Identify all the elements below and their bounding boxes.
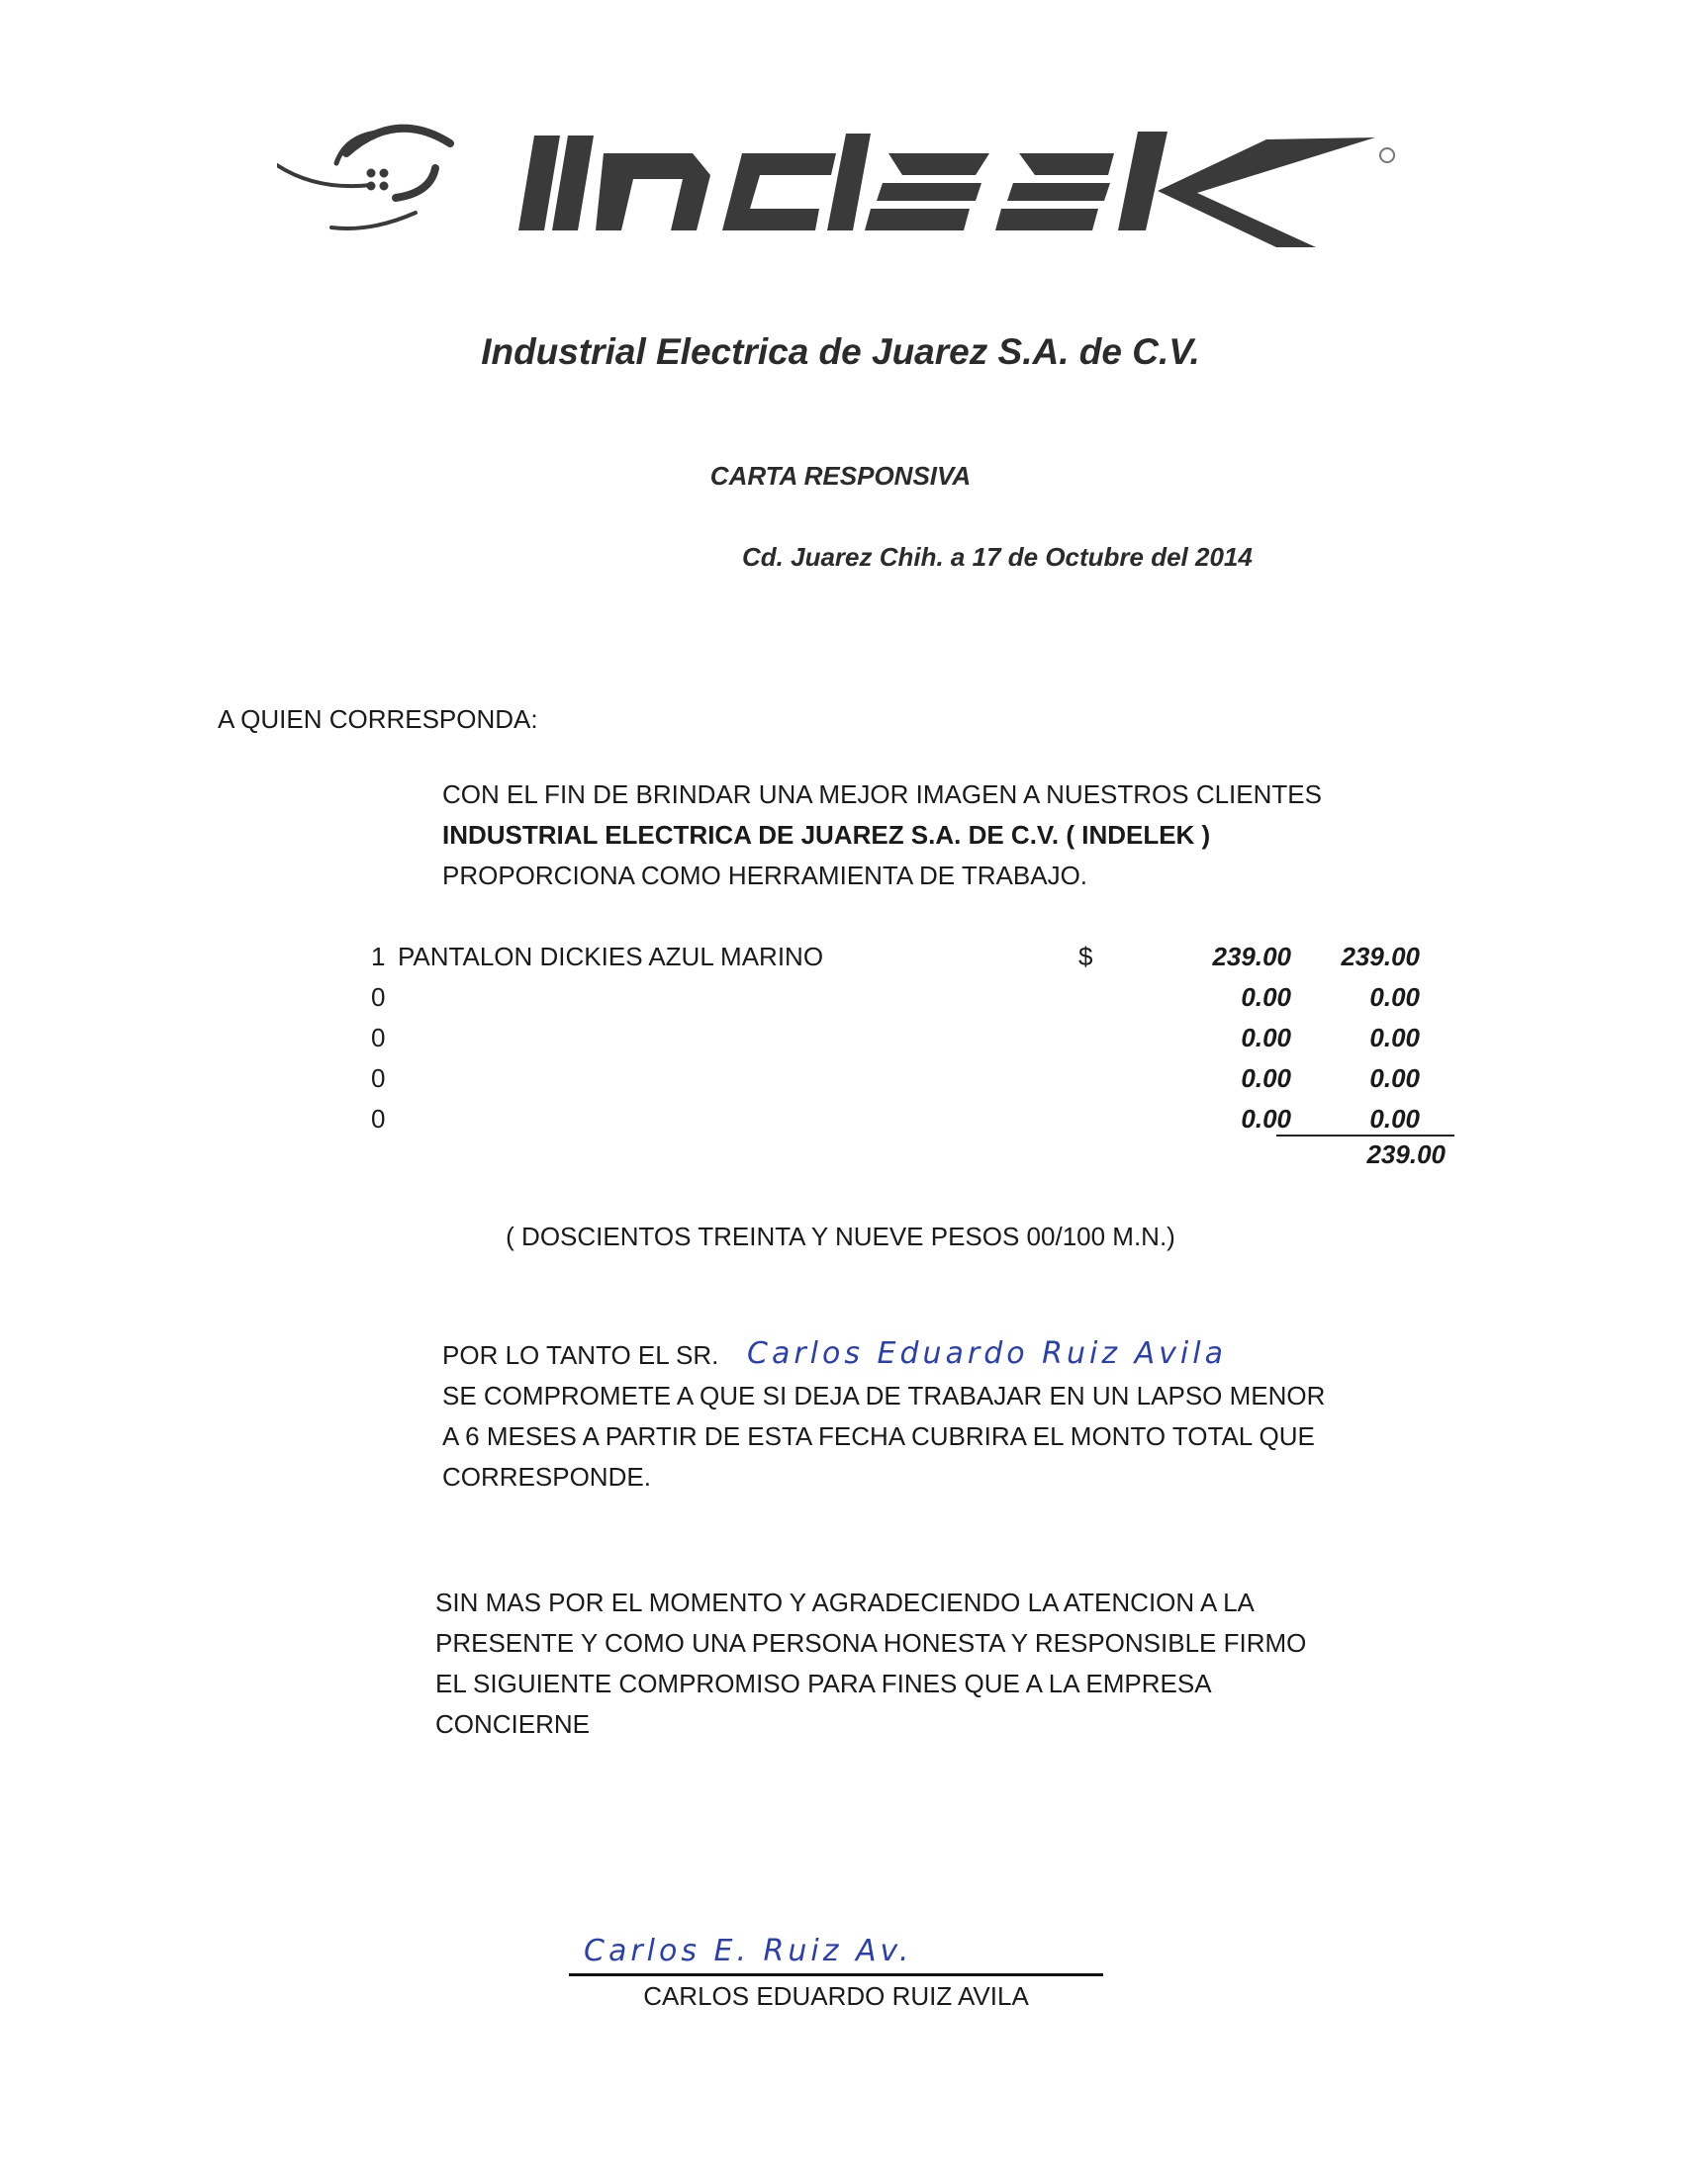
intro-line-2: INDUSTRIAL ELECTRICA DE JUAREZ S.A. DE C.V. ( INDELEK ) [442, 820, 1211, 850]
date-line: Cd. Juarez Chih. a 17 de Octubre del 2014 [742, 542, 1253, 572]
item-qty: 1 [371, 942, 386, 971]
table-row [371, 1063, 1459, 1104]
commitment-line-2: SE COMPROMETE A QUE SI DEJA DE TRABAJAR EN UN LAPSO MENOR [442, 1381, 1326, 1410]
table-row [371, 942, 1459, 982]
signature-line [569, 1973, 1103, 1976]
item-qty: 0 [371, 1023, 386, 1052]
closing-paragraph [435, 1583, 1306, 1745]
closing-line-1: SIN MAS POR EL MOMENTO Y AGRADECIENDO LA ATENCION A LA [435, 1588, 1255, 1617]
signer-printed-name: CARLOS EDUARDO RUIZ AVILA [643, 1981, 1029, 2011]
item-amount: 0.00 [1369, 1023, 1420, 1052]
commitment-line-4: CORRESPONDE. [442, 1462, 651, 1492]
document-title: CARTA RESPONSIVA [709, 461, 972, 491]
total-underline [1276, 1135, 1454, 1137]
closing-line-3: EL SIGUIENTE COMPROMISO PARA FINES QUE A LA EMPRESA [435, 1669, 1212, 1698]
item-amount: 0.00 [1369, 1063, 1420, 1093]
table-row [371, 1023, 1459, 1063]
item-description: PANTALON DICKIES AZUL MARINO [398, 942, 824, 971]
item-amount: 0.00 [1369, 982, 1420, 1012]
amount-in-words: ( DOSCIENTOS TREINTA Y NUEVE PESOS 00/100 M.N.) [506, 1222, 1175, 1251]
item-qty: 0 [371, 1104, 386, 1134]
intro-paragraph [442, 774, 1322, 896]
intro-line-1: CON EL FIN DE BRINDAR UNA MEJOR IMAGEN A NUESTROS CLIENTES [442, 779, 1322, 809]
greeting: A QUIEN CORRESPONDA: [218, 704, 538, 734]
commitment-line-1: POR LO TANTO EL SR. [442, 1340, 719, 1370]
grand-total: 239.00 [1366, 1139, 1446, 1169]
item-amount: 239.00 [1341, 942, 1420, 971]
items-table [371, 942, 1459, 1144]
item-price: 0.00 [1241, 1023, 1291, 1052]
intro-line-3: PROPORCIONA COMO HERRAMIENTA DE TRABAJO. [442, 861, 1088, 890]
closing-line-4: CONCIERNE [435, 1709, 591, 1739]
indelek-logo-icon [277, 114, 1400, 247]
handwritten-signature: Carlos E. Ruiz Av. [584, 1934, 913, 1968]
item-price: 0.00 [1241, 982, 1291, 1012]
commitment-line-3: A 6 MESES A PARTIR DE ESTA FECHA CUBRIRA EL MONTO TOTAL QUE [442, 1421, 1315, 1451]
table-row [371, 1104, 1459, 1144]
company-logo [277, 114, 1400, 247]
closing-line-2: PRESENTE Y COMO UNA PERSONA HONESTA Y RESPONSIBLE FIRMO [435, 1628, 1307, 1658]
item-qty: 0 [371, 1063, 386, 1093]
item-price: 0.00 [1241, 1104, 1291, 1134]
item-currency: $ [1078, 942, 1093, 971]
item-qty: 0 [371, 982, 386, 1012]
item-amount: 0.00 [1369, 1104, 1420, 1134]
table-row [371, 982, 1459, 1023]
company-name: Industrial Electrica de Juarez S.A. de C.V. [481, 331, 1200, 372]
handwritten-name: Carlos Eduardo Ruiz Avila [747, 1336, 1227, 1371]
item-price: 239.00 [1212, 942, 1291, 971]
item-price: 0.00 [1241, 1063, 1291, 1093]
